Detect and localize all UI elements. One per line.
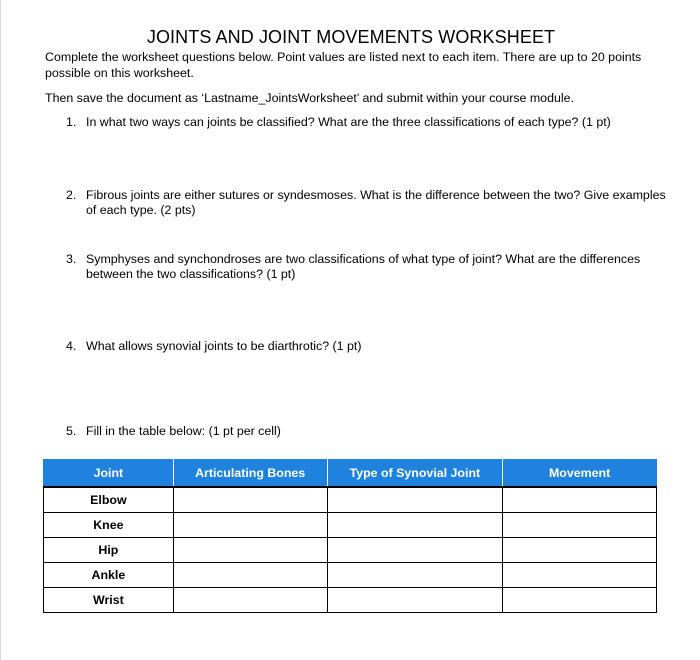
header-articulating-bones: Articulating Bones [173,460,327,488]
table-row [44,513,657,538]
articulating-bones-cell[interactable] [173,513,327,538]
table-header-row [44,460,657,488]
synovial-type-cell[interactable] [327,487,503,513]
movement-cell[interactable] [503,538,657,563]
articulating-bones-cell[interactable] [173,538,327,563]
joint-name-cell: Ankle [44,563,174,588]
table-row [44,563,657,588]
question-3 [66,252,666,282]
question-text: In what two ways can joints be classified? What are the three classifications of each type? (1 pt) [86,115,611,129]
movement-cell[interactable] [503,487,657,513]
question-text: Fill in the table below: (1 pt per cell) [86,424,281,438]
joint-name-cell: Wrist [44,588,174,613]
header-movement: Movement [503,460,657,488]
joint-name-cell: Hip [44,538,174,563]
question-text: Symphyses and synchondroses are two classifications of what type of joint? What are the differences between the two classifications? (1 pt) [86,252,641,281]
table-row [44,588,657,613]
worksheet-title: JOINTS AND JOINT MOVEMENTS WORKSHEET [146,27,556,47]
question-5 [66,424,666,439]
articulating-bones-cell[interactable] [173,588,327,613]
question-4 [66,339,666,354]
articulating-bones-cell[interactable] [173,487,327,513]
joint-name-cell: Knee [44,513,174,538]
question-number: 4. [66,339,77,353]
movement-cell[interactable] [503,563,657,588]
table-row [44,538,657,563]
synovial-type-cell[interactable] [327,588,503,613]
synovial-type-cell[interactable] [327,513,503,538]
question-text: What allows synovial joints to be diarthrotic? (1 pt) [86,339,362,353]
movement-cell[interactable] [503,588,657,613]
synovial-type-cell[interactable] [327,563,503,588]
header-joint: Joint [44,460,174,488]
joint-name-cell: Elbow [44,487,174,513]
question-1 [66,115,666,130]
question-number: 1. [66,115,77,129]
question-number: 2. [66,188,77,202]
articulating-bones-cell[interactable] [173,563,327,588]
question-text: Fibrous joints are either sutures or syndesmoses. What is the difference between the two? Give examples of each type. (2 pts) [86,188,666,217]
synovial-type-cell[interactable] [327,538,503,563]
question-number: 3. [66,252,77,266]
header-synovial-type: Type of Synovial Joint [327,460,503,488]
movement-cell[interactable] [503,513,657,538]
question-2 [66,188,666,218]
intro-paragraph: Complete the worksheet questions below. Point values are listed next to each item. There are up to 20 points possible on this worksheet. [45,50,642,80]
submission-instructions: Then save the document as ‘Lastname_JointsWorksheet’ and submit within your course module. [45,91,574,105]
joints-table [43,459,657,613]
question-number: 5. [66,424,77,438]
table-row [44,487,657,513]
